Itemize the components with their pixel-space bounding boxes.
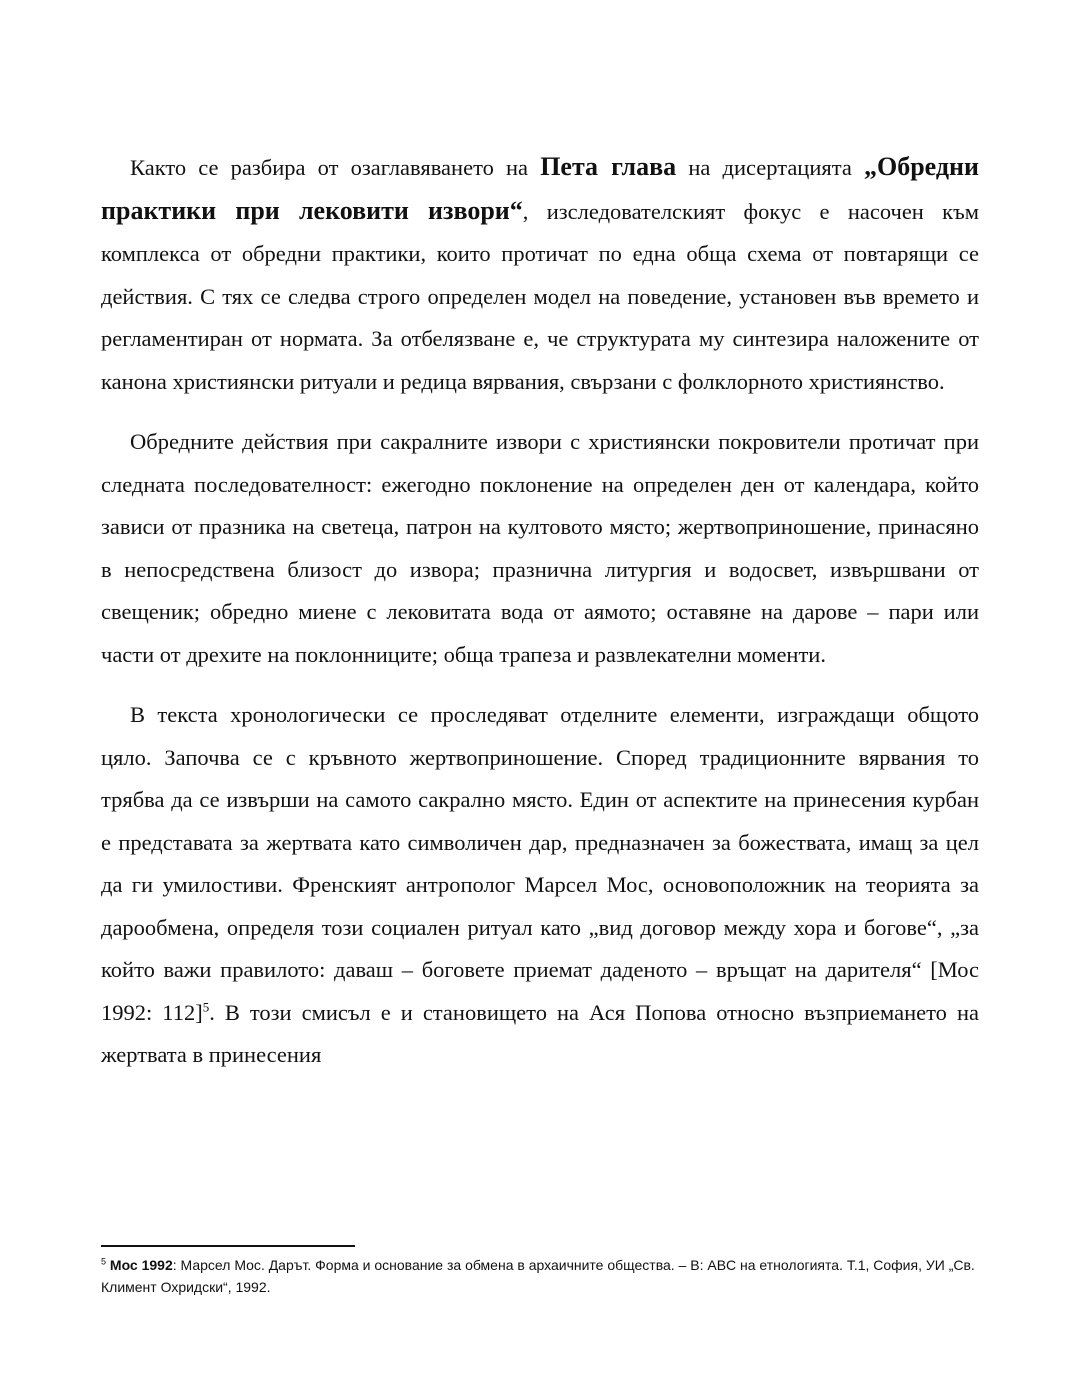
paragraph-1-text-b: на дисертацията <box>676 155 864 180</box>
body-text <box>101 146 979 1077</box>
dissertation-title: „Обредни практики при лековити извори“ <box>101 152 979 225</box>
footnote-number: 5 <box>101 1256 107 1267</box>
footnote-source: Мос 1992 <box>109 1257 173 1273</box>
paragraph-1-text-a: Както се разбира от озаглавяването на <box>130 155 541 180</box>
footnote-divider <box>101 1245 355 1247</box>
paragraph-3 <box>101 694 979 1077</box>
paragraph-3-text-b: . В този смисъл е и становището на Ася Попова относно възприемането на жертвата в принесения <box>101 999 979 1067</box>
paragraph-2: Обредните действия при сакралните извори с християнски покровители протичат при следната последователност: ежегодно поклонение на определен ден от календара, който зависи от празника на светеца, патрон на култовото място; жертвоприношение, принасяно в непосредствена близост до извора; празнична литургия и водосвет, извършвани от свещеник; обредно миене с лековитата вода от аямото; оставяне на дарове – пари или части от дрехите на поклонниците; обща трапеза и развлекателни моменти. <box>101 429 979 667</box>
paragraph-1-text-c: , изследователският фокус е насочен към комплекса от обредни практики, които протичат по една обща схема от повтарящи се действия. С тях се следва строго определен модел на поведение, установен във времето и регламентиран от нормата. За отбелязване е, че структурата му синтезира наложените от канона християнски ритуали и редица вярвания, свързани с фолклорното християнство. <box>101 198 979 394</box>
footnote-reference[interactable]: 5 <box>202 999 210 1014</box>
paragraph-3-text-a: В текста хронологически се проследяват отделните елементи, изграждащи общото цяло. Започва се с кръвното жертвоприношение. Според традиционните вярвания то трябва да се извърши на самото сакрално място. Един от аспектите на принесения курбан е представата за жертвата като символичен дар, предназначен за божествата, имащ за цел да ги умилостиви. Френският антрополог Марсел Мос, основоположник на теорията за дарообмена, определя този социален ритуал като „вид договор между хора и богове“, „за който важи правилото: даваш – боговете приемат даденото – връщат на дарителя“ [Мос 1992: 112] <box>101 702 979 1025</box>
paragraph-1 <box>101 146 979 403</box>
chapter-reference: Пета глава <box>540 152 677 181</box>
footnote-text: : Марсел Мос. Дарът. Форма и основание за обмена в архаичните общества. – В: ABC на етнологията. Т.1, София, УИ „Св. Климент Охридски“, 1992. <box>101 1257 975 1295</box>
footnote <box>101 1254 981 1298</box>
